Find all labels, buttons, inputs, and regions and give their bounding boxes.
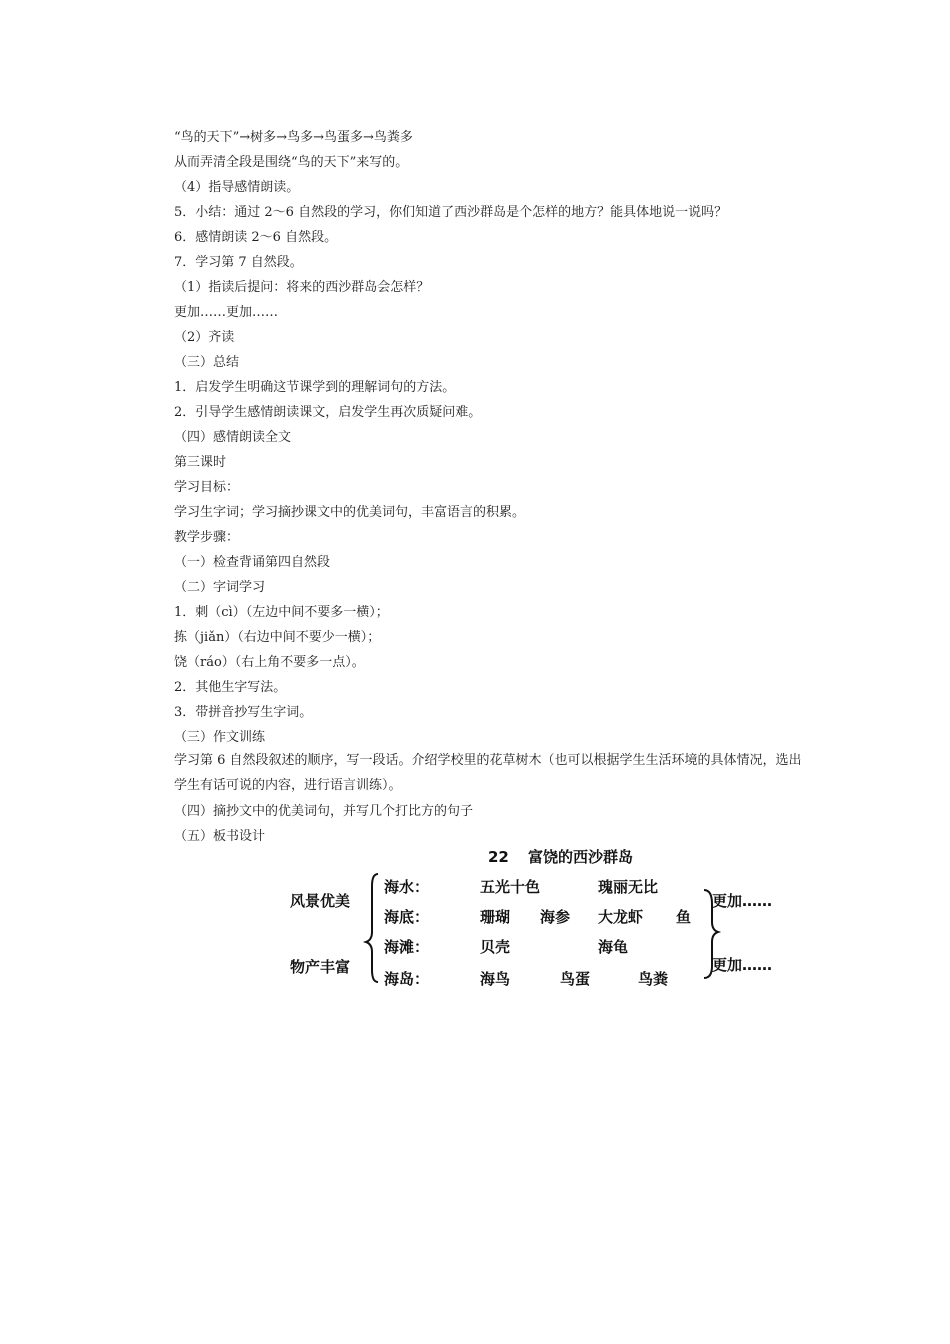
text-line: （三）总结 bbox=[174, 355, 240, 370]
board-title: 富饶的西沙群岛 bbox=[528, 848, 634, 866]
text-line: 1．启发学生明确这节课学到的理解词句的方法。 bbox=[174, 380, 456, 395]
board-item: 珊瑚 bbox=[480, 908, 511, 926]
text-line: 6．感情朗读 2～6 自然段。 bbox=[174, 230, 338, 245]
board-item: 鸟蛋 bbox=[560, 970, 591, 988]
text-line: 饶（ráo）（右上角不要多一点）。 bbox=[174, 655, 365, 670]
place-label: 海底： bbox=[384, 908, 430, 926]
board-item: 瑰丽无比 bbox=[598, 878, 659, 896]
conclusion-label: 更加…… bbox=[712, 892, 773, 910]
text-line: 7．学习第 7 自然段。 bbox=[174, 255, 303, 270]
section-heading: 第三课时 bbox=[174, 455, 227, 470]
text-line: （四）感情朗读全文 bbox=[174, 430, 292, 445]
text-line: （1）指读后提问：将来的西沙群岛会怎样？ bbox=[174, 280, 430, 295]
text-line: 2．其他生字写法。 bbox=[174, 680, 287, 695]
place-label: 海水： bbox=[384, 878, 430, 896]
text-line: 1．刺（cì）（左边中间不要多一横）； bbox=[174, 605, 389, 620]
text-line: 学习目标： bbox=[174, 480, 240, 495]
text-line: （三）作文训练 bbox=[174, 730, 266, 745]
text-line: “鸟的天下”→树多→鸟多→鸟蛋多→鸟粪多 bbox=[174, 130, 413, 145]
text-line: 学习生字词；学习摘抄课文中的优美词句，丰富语言的积累。 bbox=[174, 505, 526, 520]
board-title-number: 22 bbox=[488, 848, 509, 866]
text-line: （二）字词学习 bbox=[174, 580, 266, 595]
text-line: （一）检查背诵第四自然段 bbox=[174, 555, 331, 570]
text-line: 更加……更加…… bbox=[174, 305, 279, 320]
text-line: 教学步骤： bbox=[174, 530, 240, 545]
text-line: 2．引导学生感情朗读课文，启发学生再次质疑问难。 bbox=[174, 405, 482, 420]
board-item: 海参 bbox=[540, 908, 571, 926]
paragraph: 学习第 6 自然段叙述的顺序，写一段话。介绍学校里的花草树木（也可以根据学生生活环境的具体情况，选出学生有话可说的内容，进行语言训练）。 bbox=[174, 753, 802, 793]
board-item: 海鸟 bbox=[480, 970, 511, 988]
text-line: 5．小结：通过 2～6 自然段的学习，你们知道了西沙群岛是个怎样的地方？能具体地说一说吗？ bbox=[174, 205, 728, 220]
board-item: 五光十色 bbox=[480, 878, 541, 896]
place-label: 海滩： bbox=[384, 938, 430, 956]
place-label: 海岛： bbox=[384, 970, 430, 988]
text-line: （五）板书设计 bbox=[174, 829, 266, 844]
conclusion-label: 更加…… bbox=[712, 956, 773, 974]
board-item: 大龙虾 bbox=[598, 908, 644, 926]
text-line: 3．带拼音抄写生字词。 bbox=[174, 705, 313, 720]
board-item: 贝壳 bbox=[480, 938, 511, 956]
text-line: 拣（jiǎn）（右边中间不要少一横）； bbox=[174, 630, 381, 645]
board-item: 海龟 bbox=[598, 938, 629, 956]
text-line: （4）指导感情朗读。 bbox=[174, 180, 300, 195]
category-label: 物产丰富 bbox=[290, 958, 351, 976]
category-label: 风景优美 bbox=[290, 892, 351, 910]
board-item: 鱼 bbox=[676, 908, 692, 926]
blackboard-design bbox=[280, 842, 800, 992]
text-line: （四）摘抄文中的优美词句，并写几个打比方的句子 bbox=[174, 804, 474, 819]
text-line: （2）齐读 bbox=[174, 330, 235, 345]
board-item: 鸟粪 bbox=[638, 970, 669, 988]
text-line: 从而弄清全段是围绕“鸟的天下”来写的。 bbox=[174, 155, 409, 170]
